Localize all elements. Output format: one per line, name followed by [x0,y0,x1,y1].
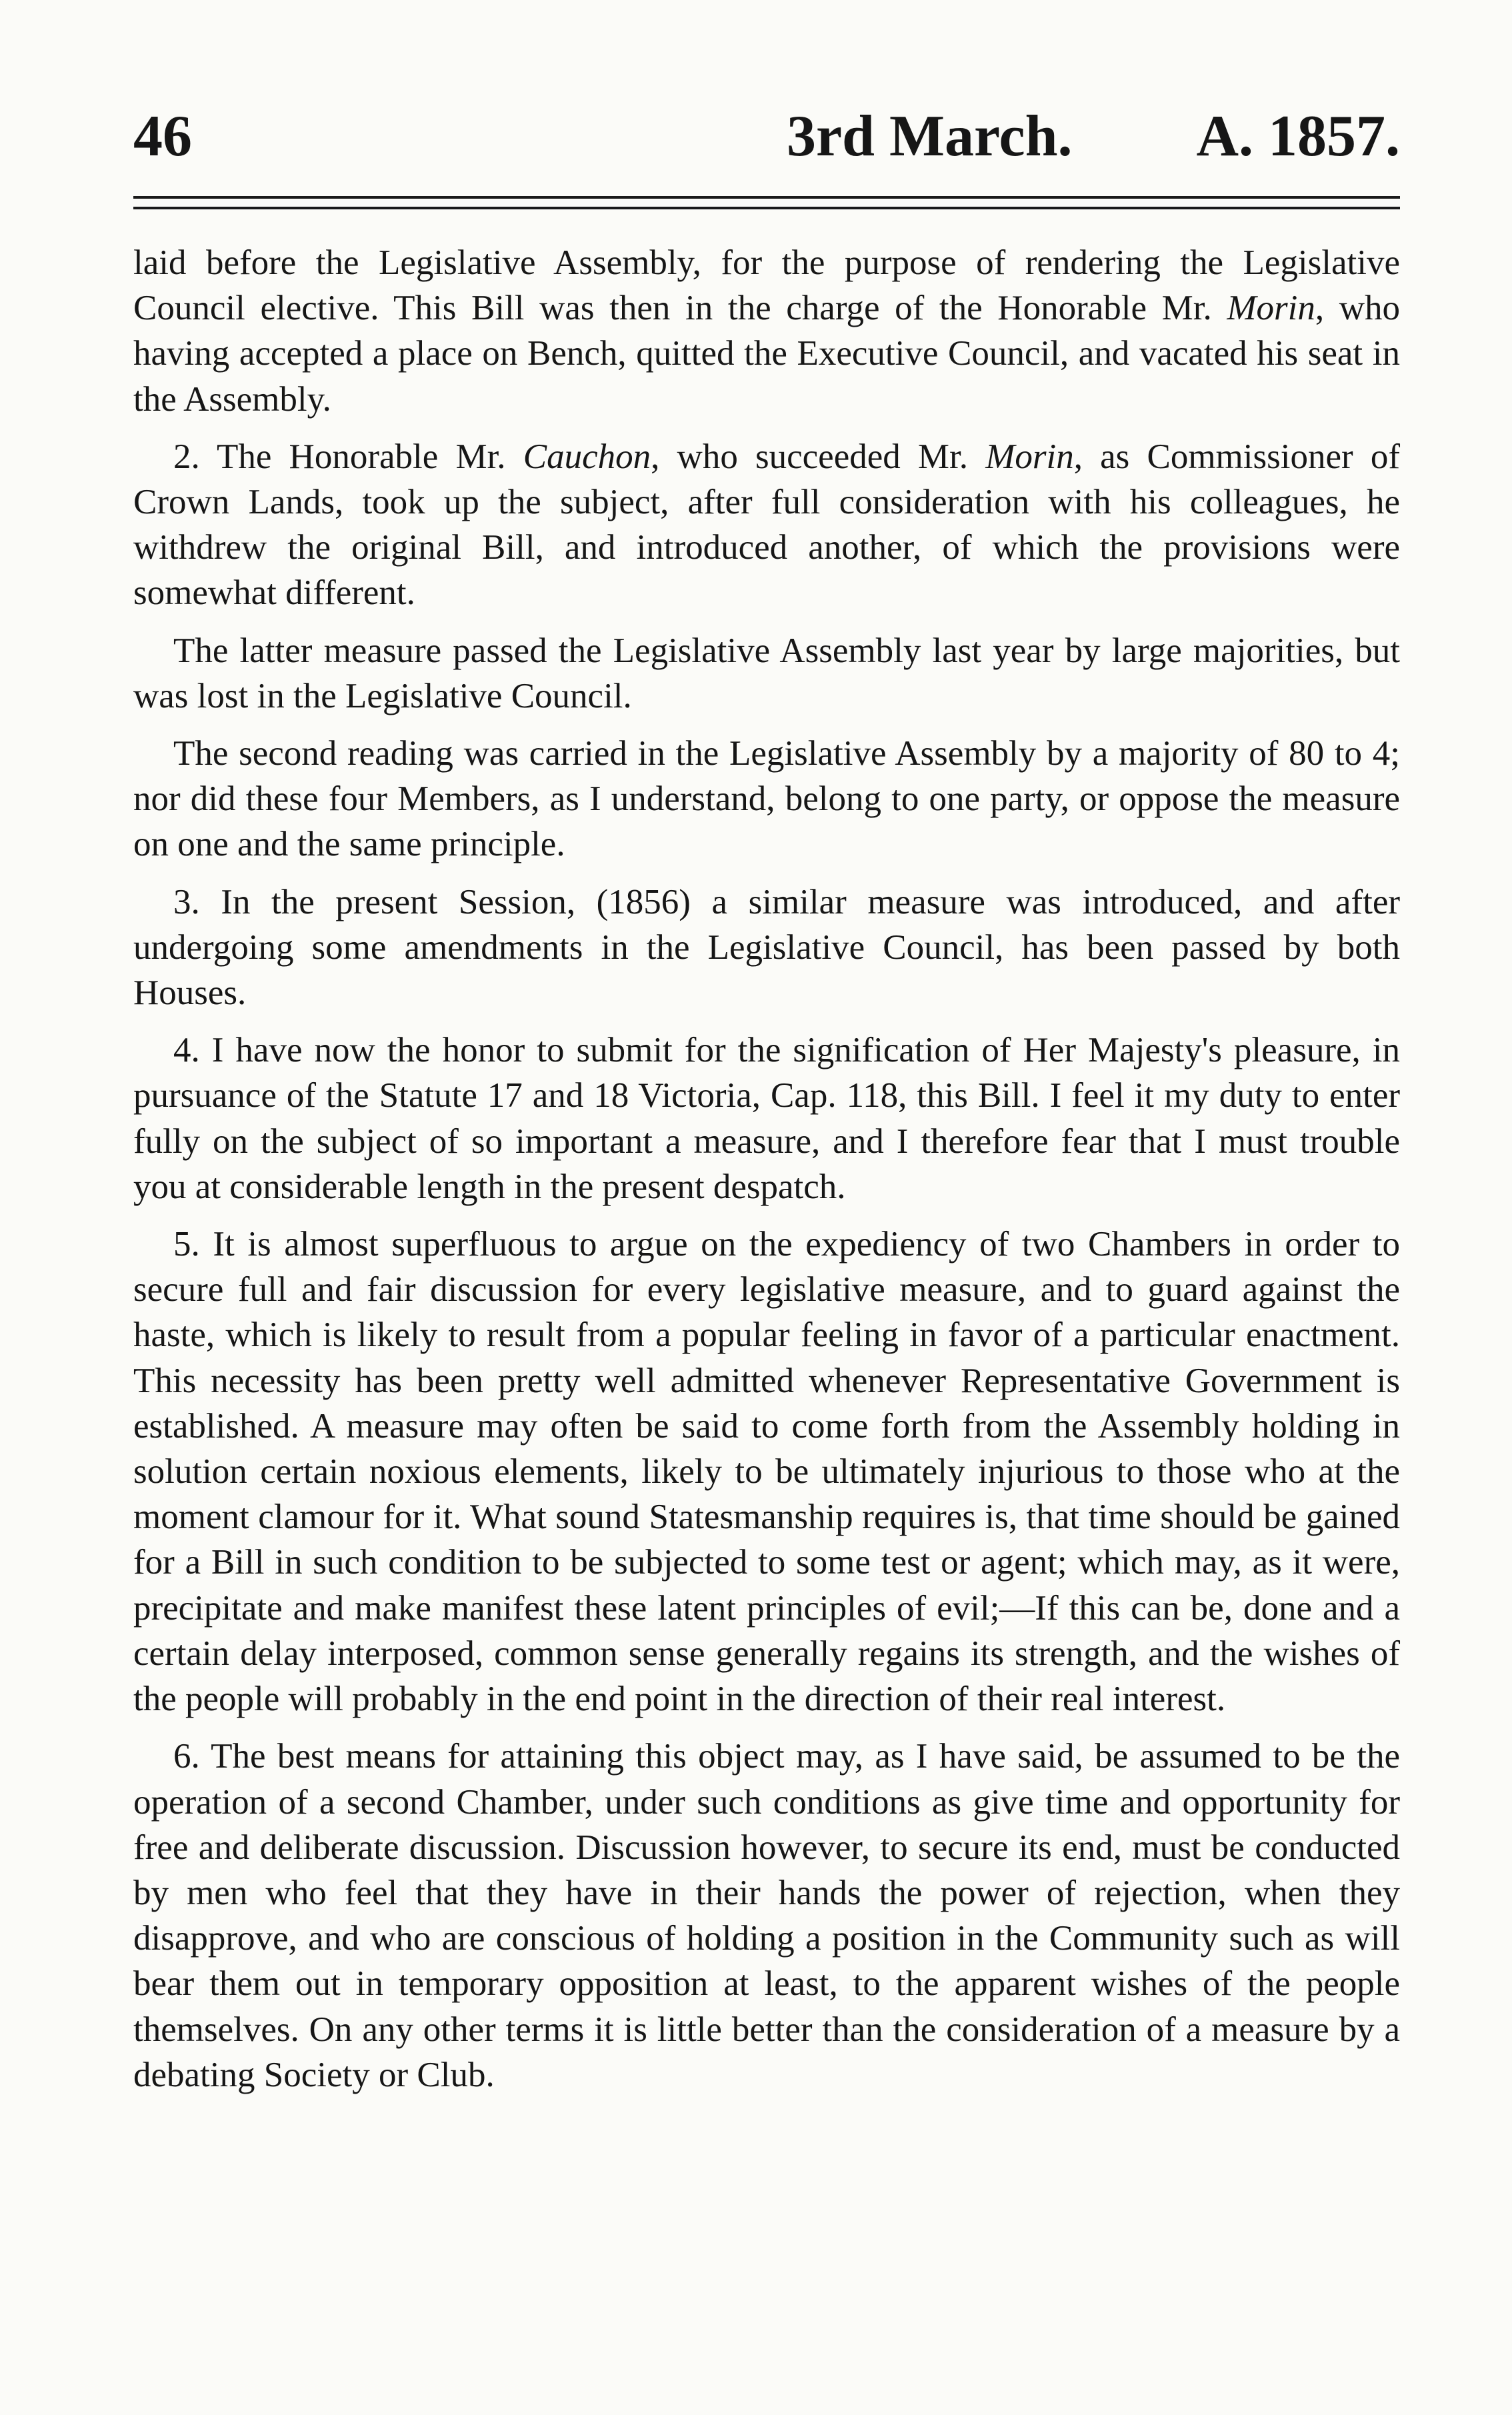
body-text [133,240,1400,2098]
paragraph-6: 6. The best means for attaining this object may, as I have said, be assumed to be the operation of a second Chamber, under such conditions as give time and opportunity for free and deliberate discussion. Discussion however, to secure its end, must be conducted by men who feel that they have in their hands the power of rejection, when they disapprove, and who are conscious of holding a position in the Community such as will bear them out in temporary opposition at least, to the apparent wishes of the people themselves. On any other terms it is little better than the consideration of a measure by a debating Society or Club. [133,1737,1400,2094]
paragraph-continuation: laid before the Legislative Assembly, for the purpose of rendering the Legislative Council elective. This Bill was then in the charge of the Honorable Mr. Morin, who having accepted a place on Bench, quitted the Executive Council, and vacated his seat in the Assembly. [133,243,1400,419]
running-head [133,100,1400,173]
paragraph-3: 3. In the present Session, (1856) a similar measure was introduced, and after undergoing some amendments in the Legislative Council, has been passed by both Houses. [133,882,1400,1013]
header-date: 3rd March. [787,104,1073,169]
header-rule-bottom [133,207,1400,209]
paragraph-4: 4. I have now the honor to submit for the signification of Her Majesty's pleasure, in pursuance of the Statute 17 and 18 Victoria, Cap. 118, this Bill. I feel it my duty to enter fully on the subject of so important a measure, and I therefore fear that I must trouble you at considerable length in the present despatch. [133,1031,1400,1206]
header-year: A. 1857. [1196,104,1400,169]
paragraph-second-reading: The second reading was carried in the Legislative Assembly by a majority of 80 to 4; nor did these four Members, as I understand, belong to one party, or oppose the measure on one and the same principle. [133,734,1400,864]
paragraph-latter-measure: The latter measure passed the Legislative Assembly last year by large majorities, but was lost in the Legislative Council. [133,631,1400,715]
name-cauchon: Cauchon [523,437,651,476]
page-number: 46 [133,104,192,169]
name-morin: Morin [985,437,1074,476]
paragraph-5: 5. It is almost superfluous to argue on the expediency of two Chambers in order to secure full and fair discussion for every legislative measure, and to guard against the haste, which is likely to result from a popular feeling in favor of a particular enactment. This necessity has been pretty well admitted whenever Representative Government is established. A measure may often be said to come forth from the Assembly holding in solution certain noxious elements, likely to be ultimately injurious to those who at the moment clamour for it. What sound Statesmanship requires is, that time should be gained for a Bill in such condition to be subjected to some test or agent; which may, as it were, precipitate and make manifest these latent principles of evil;—If this can be, done and a certain delay interposed, common sense generally regains its strength, and the wishes of the people will probably in the end point in the direction of their real interest. [133,1225,1400,1719]
header-rule-top [133,196,1400,199]
name-morin: Morin [1227,289,1315,328]
paragraph-2: 2. The Honorable Mr. Cauchon, who succeeded Mr. Morin, as Commissioner of Crown Lands, took up the subject, after full consideration with his colleagues, he withdrew the original Bill, and introduced another, of which the provisions were somewhat different. [133,437,1400,613]
